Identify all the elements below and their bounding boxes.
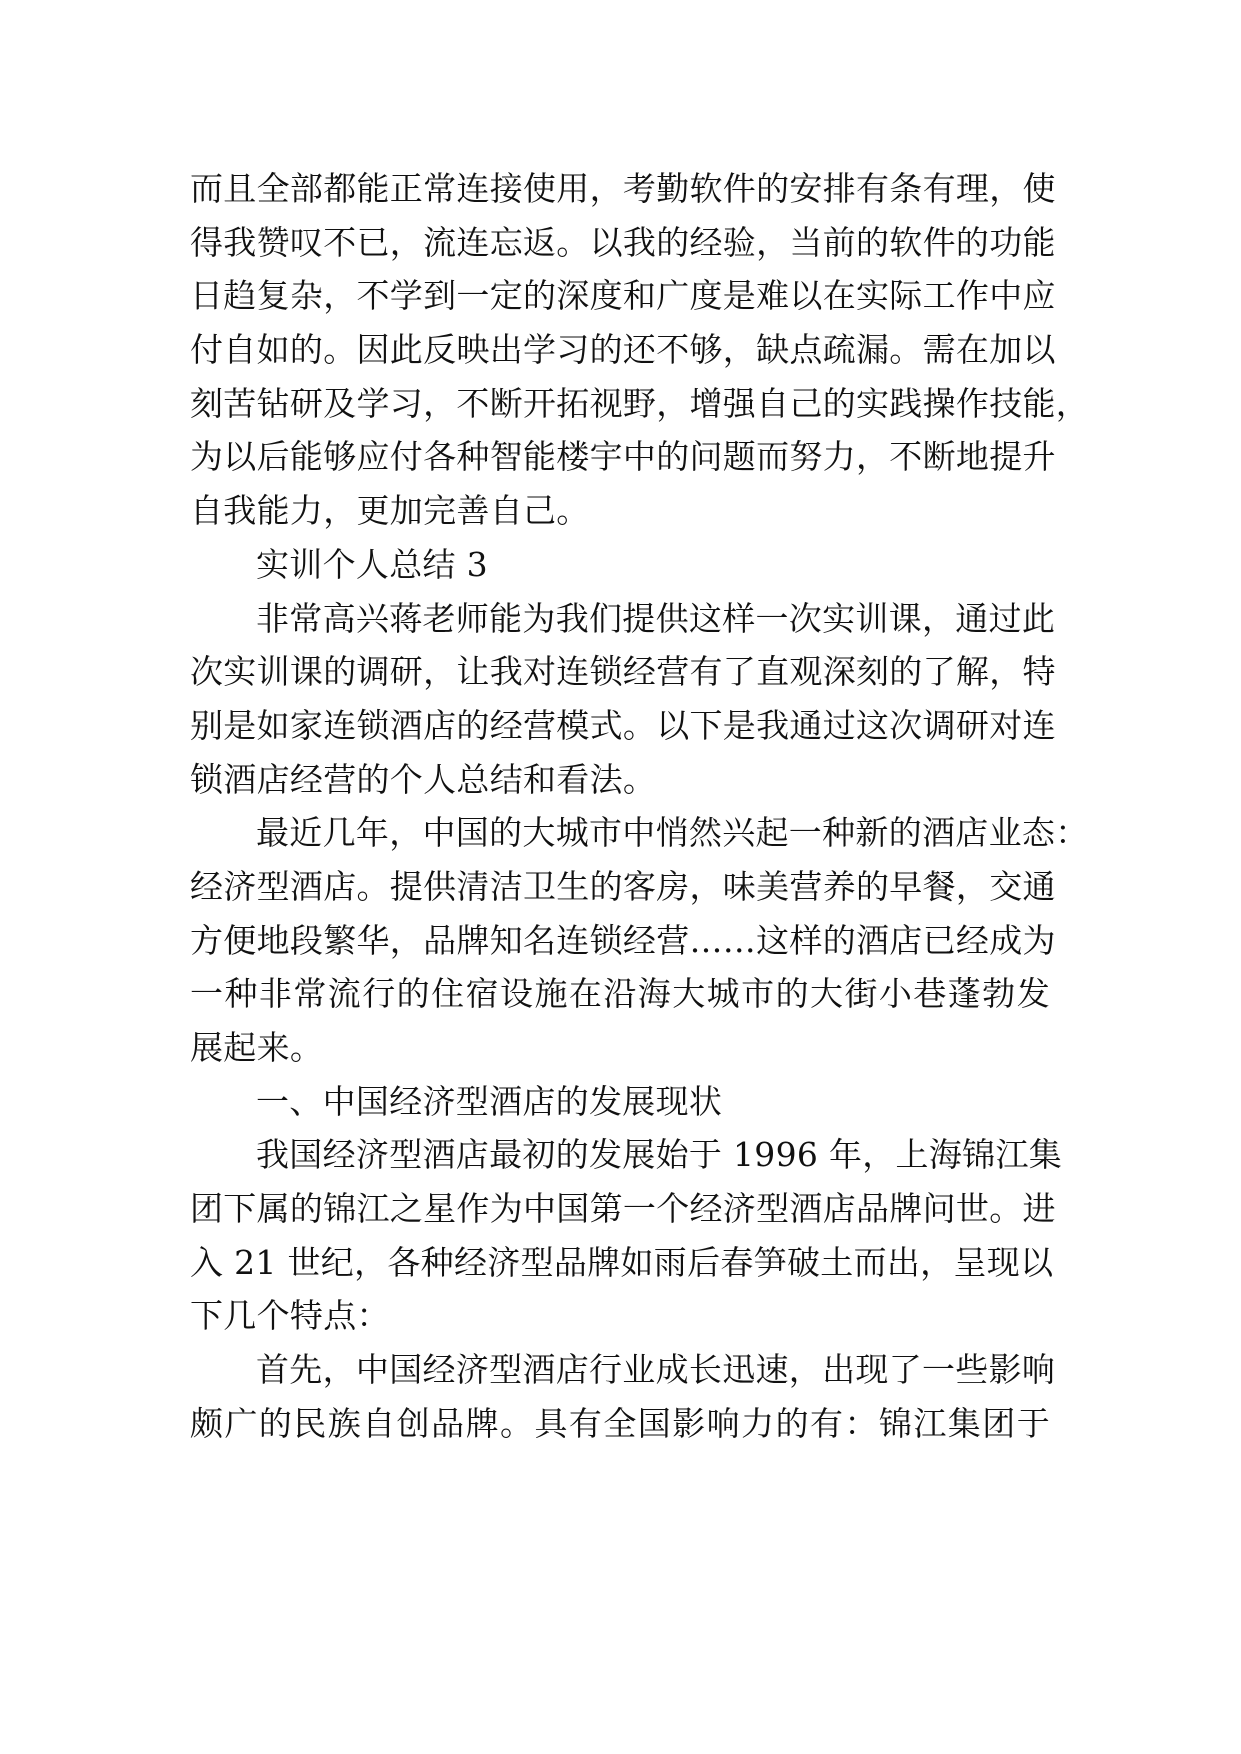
paragraph-economy-hotels	[190, 806, 1089, 1074]
text-line: 得我赞叹不已，流连忘返。以我的经验，当前的软件的功能	[190, 222, 1056, 262]
heading-text: 实训个人总结 3	[256, 544, 488, 584]
text-line: 我国经济型酒店最初的发展始于 1996 年，上海锦江集	[256, 1135, 1063, 1175]
text-line: 付自如的。因此反映出学习的还不够，缺点疏漏。需在加以	[190, 330, 1056, 370]
text-line: 别是如家连锁酒店的经营模式。以下是我通过这次调研对连	[190, 705, 1056, 745]
text-line: 为以后能够应付各种智能楼宇中的问题而努力，不断地提升	[190, 437, 1056, 477]
text-line: 刻苦钻研及学习，不断开拓视野，增强自己的实践操作技能，	[190, 383, 1090, 423]
text-line: 最近几年，中国的大城市中悄然兴起一种新的酒店业态：	[256, 813, 1089, 853]
heading-text: 一、中国经济型酒店的发展现状	[256, 1081, 723, 1121]
paragraph-intro	[190, 592, 1056, 807]
text-line: 锁酒店经营的个人总结和看法。	[190, 759, 657, 799]
text-line: 经济型酒店。提供清洁卫生的客房，味美营养的早餐，交通	[190, 866, 1056, 906]
text-line: 颇广的民族自创品牌。具有全国影响力的有：锦江集团于	[190, 1403, 1050, 1443]
paragraph-history	[190, 1128, 1063, 1343]
text-line: 而且全部都能正常连接使用，考勤软件的安排有条有理，使	[190, 169, 1056, 208]
text-line: 自我能力，更加完善自己。	[190, 491, 590, 531]
document-body	[190, 162, 1090, 1451]
section-heading-development-status	[190, 1075, 1050, 1129]
text-line: 一种非常流行的住宿设施在沿海大城市的大街小巷蓬勃发	[190, 974, 1050, 1014]
text-line: 展起来。	[190, 1028, 324, 1067]
text-line: 日趋复杂，不学到一定的深度和广度是难以在实际工作中应	[190, 276, 1056, 316]
text-line: 次实训课的调研，让我对连锁经营有了直观深刻的了解，特	[190, 652, 1056, 692]
text-line: 方便地段繁华，品牌知名连锁经营……这样的酒店已经成为	[190, 920, 1056, 960]
paragraph-continuation	[190, 162, 1090, 538]
text-line: 团下属的锦江之星作为中国第一个经济型酒店品牌问世。进	[190, 1189, 1056, 1229]
section-heading-summary-3	[190, 538, 1050, 592]
text-line: 下几个特点：	[190, 1296, 390, 1336]
text-line: 入 21 世纪，各种经济型品牌如雨后春笋破土而出，呈现以	[190, 1242, 1054, 1282]
text-line: 非常高兴蒋老师能为我们提供这样一次实训课，通过此	[256, 598, 1056, 638]
text-line: 首先，中国经济型酒店行业成长迅速，出现了一些影响	[256, 1350, 1056, 1390]
paragraph-first-feature	[190, 1343, 1056, 1450]
